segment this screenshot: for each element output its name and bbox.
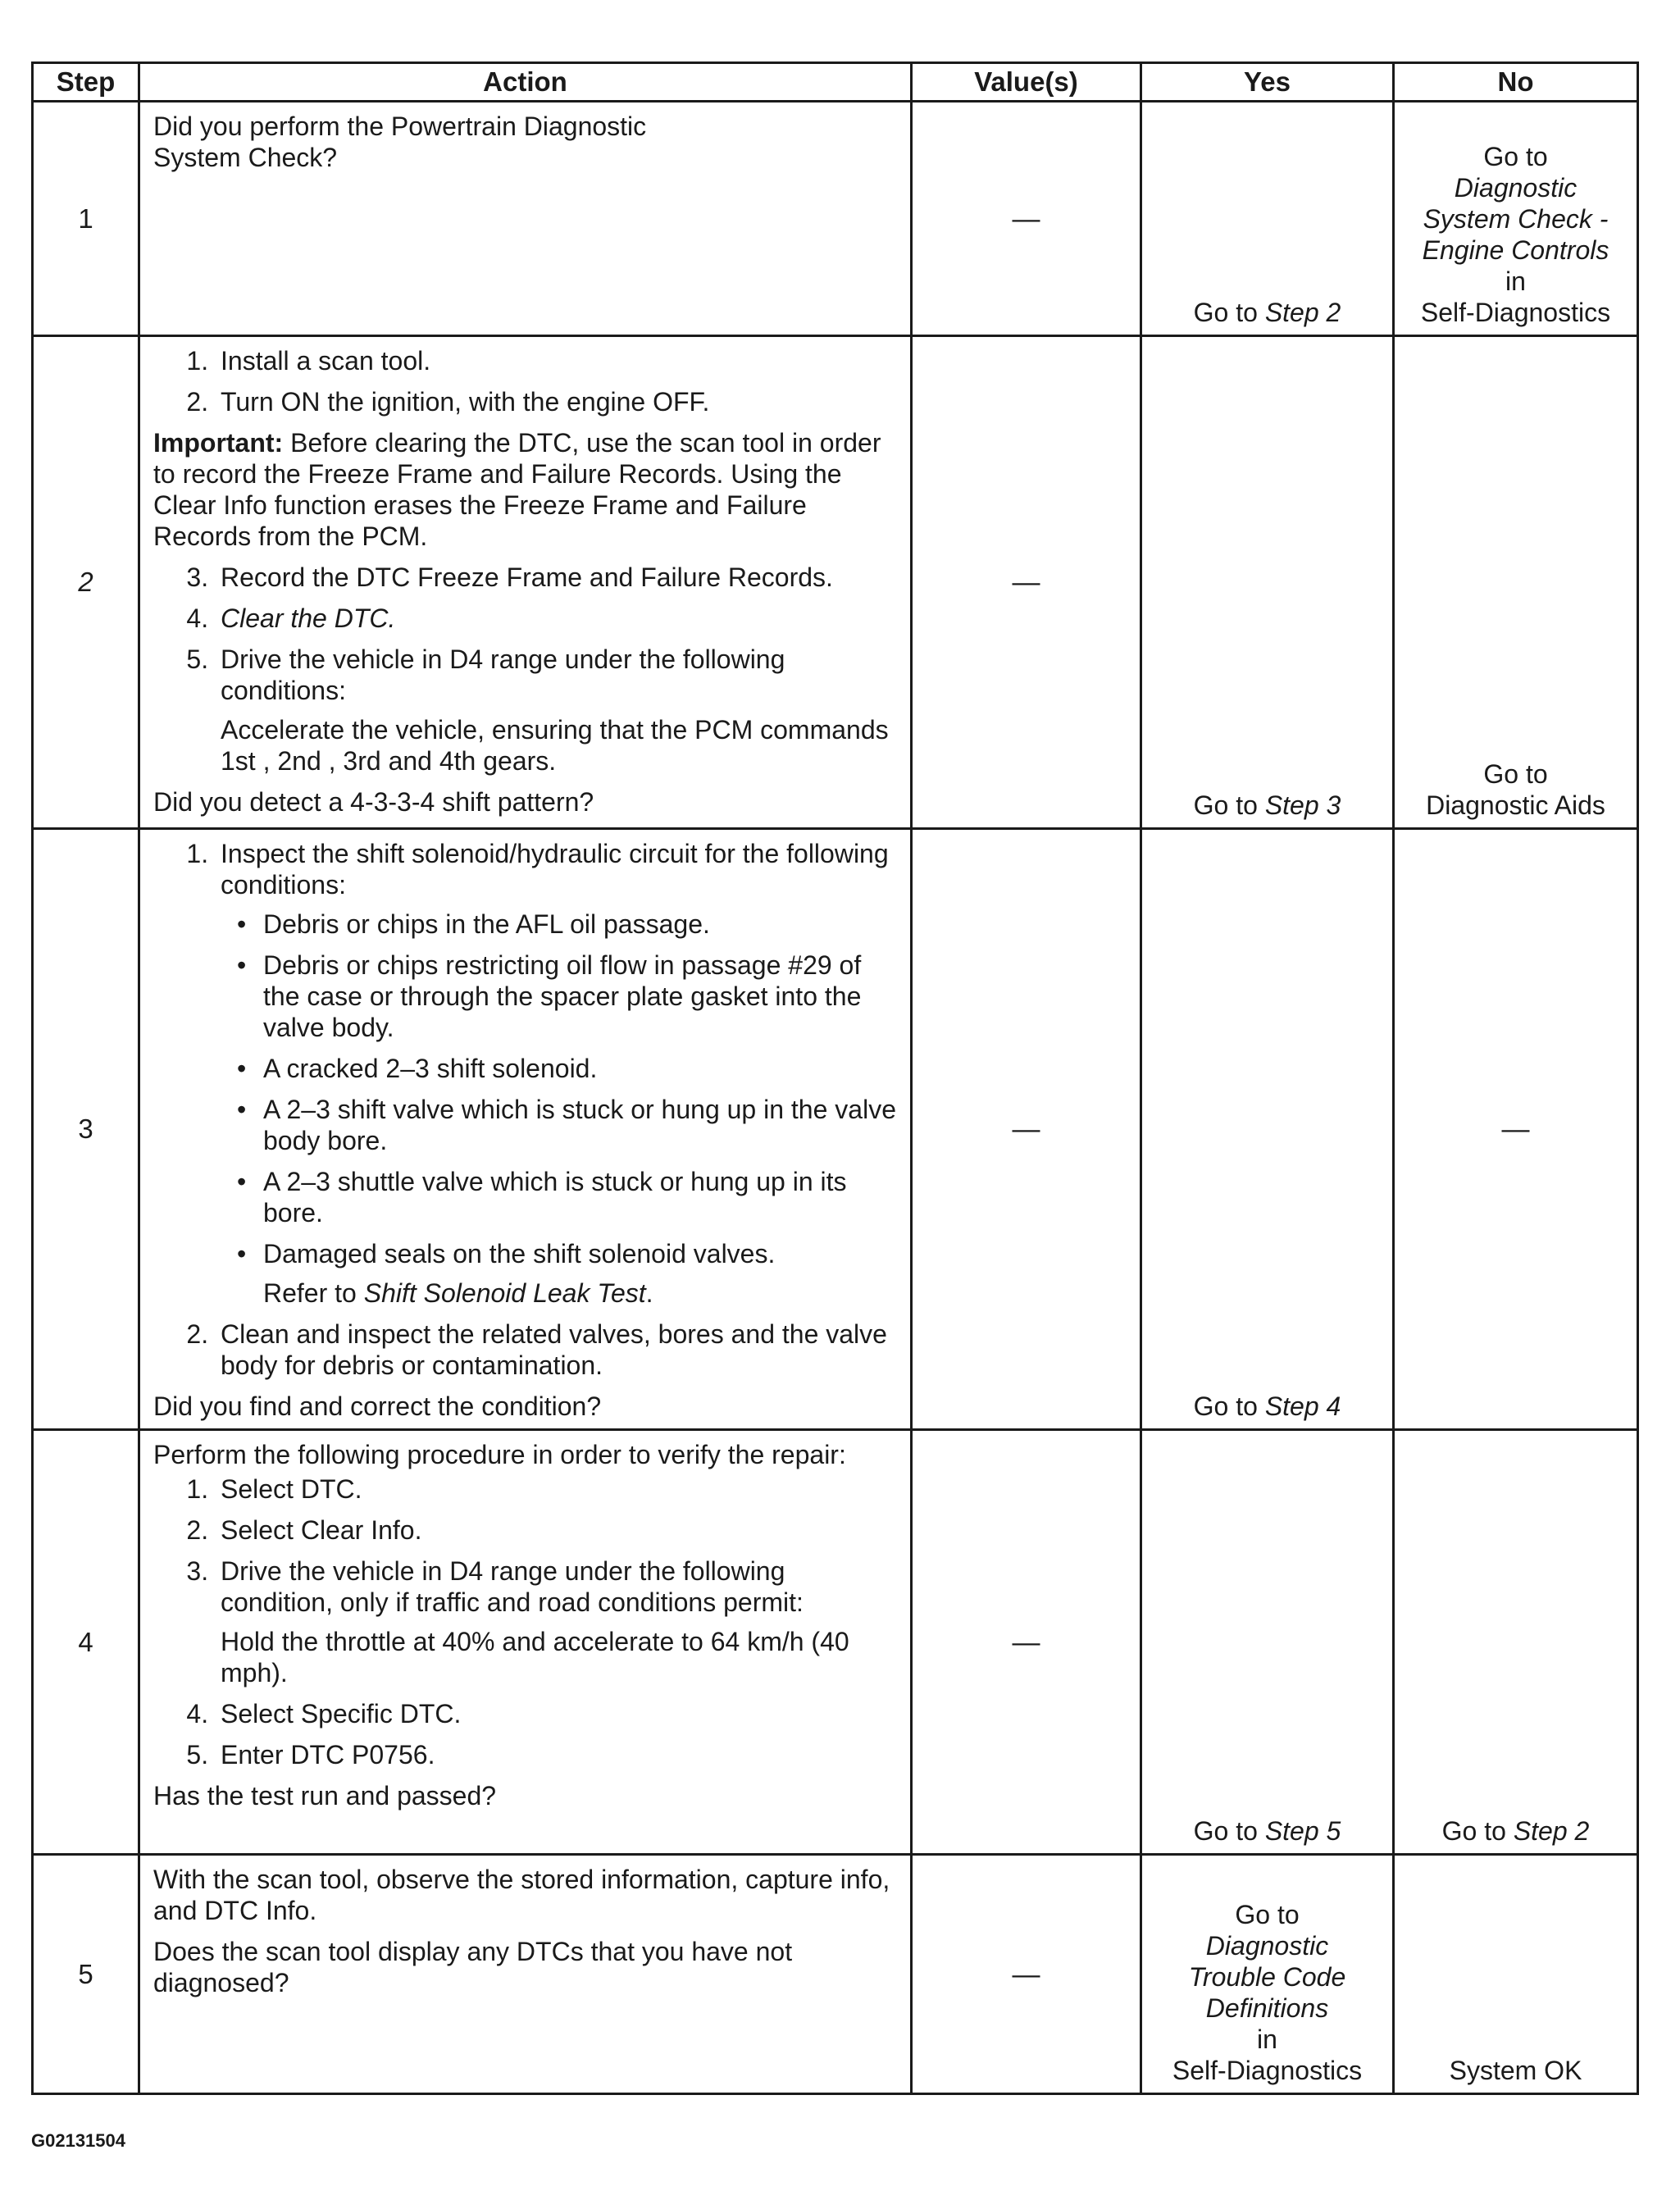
table-row [33, 1855, 1638, 2094]
list-item: 5. Drive the vehicle in D4 range under the following conditions: Accelerate the vehicle, ensuring that the PCM commands 1st , 2nd , 3rd and 4th gears. [216, 644, 899, 777]
step-number: 3 [33, 829, 139, 1430]
procedure-list [153, 562, 899, 777]
no-cell [1394, 102, 1638, 336]
table-row [33, 102, 1638, 336]
step-number: 1 [33, 102, 139, 336]
refer-note: Refer to Shift Solenoid Leak Test. [263, 1278, 653, 1308]
header-yes: Yes [1141, 63, 1394, 102]
no-cell [1394, 1430, 1638, 1855]
procedure-link: Shift Solenoid Leak Test [363, 1278, 646, 1308]
yes-cell [1141, 336, 1394, 829]
figure-code: G02131504 [31, 2130, 125, 2151]
action-question: Does the scan tool display any DTCs that you have not diagnosed? [153, 1937, 793, 1997]
action-cell [139, 1855, 912, 2094]
step-number: 5 [33, 1855, 139, 2094]
diagnostic-table [31, 61, 1639, 2095]
yes-result: Go to Step 2 [1193, 298, 1341, 327]
table-row [33, 336, 1638, 829]
condition-list [221, 909, 899, 1309]
yes-cell [1141, 1430, 1394, 1855]
procedure-intro: Perform the following procedure in order to verify the repair: [153, 1440, 846, 1469]
value-cell: — [912, 1430, 1141, 1855]
no-result: Go to Step 2 [1441, 1816, 1590, 1846]
header-values: Value(s) [912, 63, 1141, 102]
list-item: 1. Select DTC. [216, 1473, 899, 1505]
yes-result: Go to Step 3 [1193, 790, 1341, 820]
value-cell: — [912, 1855, 1141, 2094]
yes-result: Go to Step 4 [1193, 1391, 1341, 1421]
yes-cell [1141, 829, 1394, 1430]
list-item: 4. Select Specific DTC. [216, 1698, 899, 1729]
procedure-list [153, 345, 899, 417]
no-cell [1394, 336, 1638, 829]
value-cell: — [912, 829, 1141, 1430]
procedure-list [153, 838, 899, 1381]
action-text: With the scan tool, observe the stored information, capture info, and DTC Info. [153, 1865, 890, 1925]
no-cell [1394, 1855, 1638, 2094]
yes-cell [1141, 1855, 1394, 2094]
value-cell: — [912, 102, 1141, 336]
action-question: Has the test run and passed? [153, 1781, 497, 1810]
table-row [33, 829, 1638, 1430]
procedure-list [153, 1473, 899, 1770]
table-header-row [33, 63, 1638, 102]
step-link: Step 2 [1264, 298, 1341, 327]
action-cell [139, 829, 912, 1430]
bullet-item: • A 2–3 shift valve which is stuck or hung up in the valve body bore. [237, 1095, 896, 1155]
value-cell: — [912, 336, 1141, 829]
action-question: Did you detect a 4-3-3-4 shift pattern? [153, 787, 594, 817]
bullet-item: • Damaged seals on the shift solenoid valves. Refer to Shift Solenoid Leak Test. [258, 1238, 899, 1309]
bullet-item: • Debris or chips in the AFL oil passage. [237, 909, 710, 939]
no-result: Go to Diagnostic System Check - Engine Controls in Self-Diagnostics [1420, 142, 1611, 327]
list-item: 2. Turn ON the ignition, with the engine OFF. [216, 386, 899, 417]
list-item: 1. Inspect the shift solenoid/hydraulic circuit for the following conditions: • Debris or chips in the AFL oil passage. • Debris or chips restricting oil flow in passage #29 of the case or through the spacer plate gasket into the valve body. • A cracked 2–3 shift solenoid. • A 2–3 shift valve which is stuck or hung up in the valve body bore. • A 2–3 shuttle valve which is stuck or hung up in its bore. • Damaged seals on the shift solenoid valves. Refer to Shift Solenoid Leak Test. [216, 838, 899, 1309]
action-cell [139, 1430, 912, 1855]
action-cell [139, 102, 912, 336]
yes-result: Go to Step 5 [1193, 1816, 1341, 1846]
action-question: Did you perform the Powertrain Diagnostic System Check? [153, 112, 647, 172]
header-step: Step [33, 63, 139, 102]
list-item: 3. Record the DTC Freeze Frame and Failure Records. [216, 562, 899, 593]
list-item: 5. Enter DTC P0756. [216, 1739, 899, 1770]
no-result: System OK [1449, 2056, 1582, 2085]
important-note: Important: Before clearing the DTC, use the scan tool in order to record the Freeze Frame and Failure Records. Using the Clear Info function erases the Freeze Frame and Failure Records from the PCM. [153, 428, 881, 551]
yes-cell [1141, 102, 1394, 336]
step-link: Step 5 [1264, 1816, 1341, 1846]
header-action: Action [139, 63, 912, 102]
bullet-item: • A 2–3 shuttle valve which is stuck or hung up in its bore. [237, 1167, 847, 1227]
no-result: Go to Diagnostic Aids [1426, 759, 1605, 820]
bullet-item: • A cracked 2–3 shift solenoid. [237, 1054, 598, 1083]
sub-condition: Hold the throttle at 40% and accelerate to 64 km/h (40 mph). [221, 1627, 849, 1687]
table-row [33, 1430, 1638, 1855]
yes-result: Go to Diagnostic Trouble Code Definitions in Self-Diagnostics [1172, 1900, 1363, 2085]
list-item: 2. Select Clear Info. [216, 1514, 899, 1546]
list-item: 2. Clean and inspect the related valves, bores and the valve body for debris or contamination. [216, 1319, 899, 1381]
step-number: 2 [33, 336, 139, 829]
list-item: 4. Clear the DTC. [216, 603, 899, 634]
action-cell [139, 336, 912, 829]
bullet-item: • Debris or chips restricting oil flow in passage #29 of the case or through the spacer plate gasket into the valve body. [237, 950, 862, 1042]
header-no: No [1394, 63, 1638, 102]
step-link: Step 3 [1264, 790, 1341, 820]
action-question: Did you find and correct the condition? [153, 1391, 602, 1421]
list-item: 3. Drive the vehicle in D4 range under the following condition, only if traffic and road conditions permit: Hold the throttle at 40% and accelerate to 64 km/h (40 mph). [216, 1555, 899, 1688]
step-number: 4 [33, 1430, 139, 1855]
sub-condition: Accelerate the vehicle, ensuring that the PCM commands 1st , 2nd , 3rd and 4th gears. [221, 715, 889, 776]
no-cell: — [1394, 829, 1638, 1430]
step-link: Step 2 [1513, 1816, 1590, 1846]
step-link: Step 4 [1264, 1391, 1341, 1421]
list-item: 1. Install a scan tool. [216, 345, 899, 376]
